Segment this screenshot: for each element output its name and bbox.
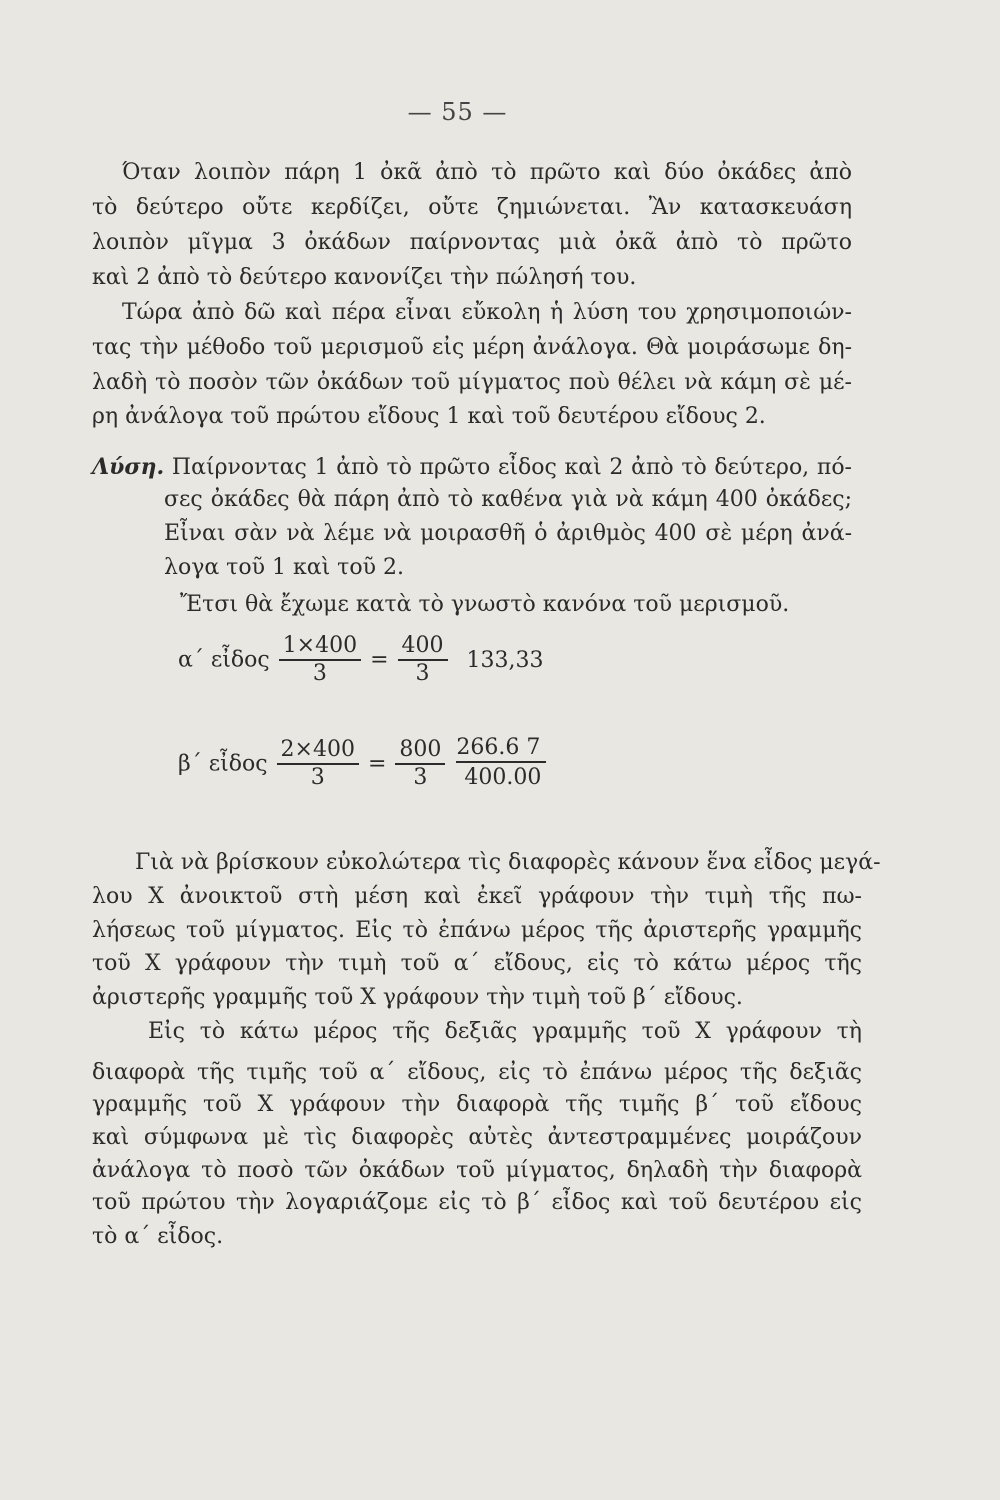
formula-beta-sum [456,735,546,793]
formula-beta-den1: 3 [310,765,325,790]
solution-line-4: λογα τοῦ 1 καὶ τοῦ 2. [164,555,404,580]
formula-beta-total: 400.00 [464,765,542,790]
formula-beta-frac1 [277,737,359,791]
para3-line-1: Γιὰ νὰ βρίσκουν εὐκολώτερα τὶς διαφορὲς κάνουν ἕνα εἶδος μεγά- [135,850,881,875]
para3-line-3: λήσεως τοῦ μίγματος. Εἰς τὸ ἐπάνω μέρος τῆς ἀριστερῆς γραμμῆς [92,918,862,943]
formula-beta [178,735,546,793]
para3-line-5: ἀριστερῆς γραμμῆς τοῦ Χ γράφουν τὴν τιμὴ τοῦ β΄ εἴδους. [92,985,743,1010]
para4-line-3: γραμμῆς τοῦ Χ γράφουν τὴν διαφορὰ τῆς τιμῆς β΄ τοῦ εἴδους [92,1092,862,1117]
formula-alpha-num1: 1×400 [279,633,361,661]
solution-label: Λύση. [92,454,165,480]
para1-line-1: Όταν λοιπὸν πάρη 1 ὀκᾶ ἀπὸ τὸ πρῶτο καὶ δύο ὀκάδες ἀπὸ [122,160,852,185]
etsi-line: Ἔτσι θὰ ἔχωμε κατὰ τὸ γνωστὸ κανόνα τοῦ μερισμοῦ. [180,592,790,617]
formula-alpha-result: 133,33 [466,647,544,673]
para2-line-3: λαδὴ τὸ ποσὸν τῶν ὀκάδων τοῦ μίγματος ποὺ θέλει νὰ κάμη σὲ μέ- [92,370,852,395]
formula-alpha-label: α΄ εἶδος [178,647,270,673]
para4-line-2: διαφορὰ τῆς τιμῆς τοῦ α΄ εἴδους, εἰς τὸ ἐπάνω μέρος τῆς δεξιᾶς [92,1060,862,1085]
formula-beta-label: β΄ εἶδος [178,751,268,777]
solution-text-1: Παίρνοντας 1 ἀπὸ τὸ πρῶτο εἶδος καὶ 2 ἀπὸ τὸ δεύτερο, πό- [171,455,852,480]
para3-line-2: λου Χ ἀνοικτοῦ στὴ μέση καὶ ἐκεῖ γράφουν τὴν τιμὴ τῆς πω- [92,884,862,909]
formula-beta-frac2 [395,737,445,791]
para1-line-2: τὸ δεύτερο οὔτε κερδίζει, οὔτε ζημιώνεται. Ἂν κατασκευάση [92,195,852,220]
para3-line-4: τοῦ Χ γράφουν τὴν τιμὴ τοῦ α΄ εἴδους, εἰς τὸ κάτω μέρος τῆς [92,951,862,976]
para4-line-5: ἀνάλογα τὸ ποσὸ τῶν ὀκάδων τοῦ μίγματος, δηλαδὴ τὴν διαφορὰ [92,1158,862,1183]
formula-alpha-den1: 3 [312,661,327,686]
para4-line-4: καὶ σύμφωνα μὲ τὶς διαφορὲς αὐτὲς ἀντεστραμμένες μοιράζουν [92,1125,862,1150]
solution-line-2: σες ὀκάδες θὰ πάρη ἀπὸ τὸ καθένα γιὰ νὰ κάμη 400 ὀκάδες; [164,487,852,512]
para2-line-2: τας τὴν μέθοδο τοῦ μερισμοῦ εἰς μέρη ἀνάλογα. Θὰ μοιράσωμε δη- [92,335,852,360]
para1-line-3: λοιπὸν μῖγμα 3 ὀκάδων παίρνοντας μιὰ ὀκᾶ ἀπὸ τὸ πρῶτο [92,230,852,255]
formula-beta-num2: 800 [395,737,445,765]
para4-line-6: τοῦ πρώτου τὴν λογαριάζομε εἰς τὸ β΄ εἶδος καὶ τοῦ δευτέρου εἰς [92,1190,862,1215]
para2-line-1: Τώρα ἀπὸ δῶ καὶ πέρα εἶναι εὔκολη ἡ λύση του χρησιμοποιών- [122,300,852,325]
para4-line-7: τὸ α΄ εἶδος. [92,1224,224,1249]
formula-alpha-eq: = [370,647,389,673]
para1-line-4: καὶ 2 ἀπὸ τὸ δεύτερο κανονίζει τὴν πώλησή του. [92,265,637,290]
formula-beta-eq: = [367,751,387,777]
solution-line-1 [92,452,852,483]
solution-line-3: Εἶναι σὰν νὰ λέμε νὰ μοιρασθῆ ὁ ἀριθμὸς 400 σὲ μέρη ἀνά- [164,521,852,546]
formula-beta-den2: 3 [413,765,428,790]
formula-alpha-den2: 3 [415,661,430,686]
para2-line-4: ρη ἀνάλογα τοῦ πρώτου εἴδους 1 καὶ τοῦ δευτέρου εἴδους 2. [92,404,766,429]
formula-beta-result: 266.6 7 [456,735,546,763]
page-number: — 55 — [407,98,508,126]
formula-beta-num1: 2×400 [277,737,359,765]
formula-alpha-frac2 [398,633,448,687]
formula-alpha-frac1 [279,633,361,687]
para4-line-1: Εἰς τὸ κάτω μέρος τῆς δεξιᾶς γραμμῆς τοῦ Χ γράφουν τὴ [148,1019,862,1044]
formula-alpha [178,633,544,687]
formula-alpha-num2: 400 [398,633,448,661]
